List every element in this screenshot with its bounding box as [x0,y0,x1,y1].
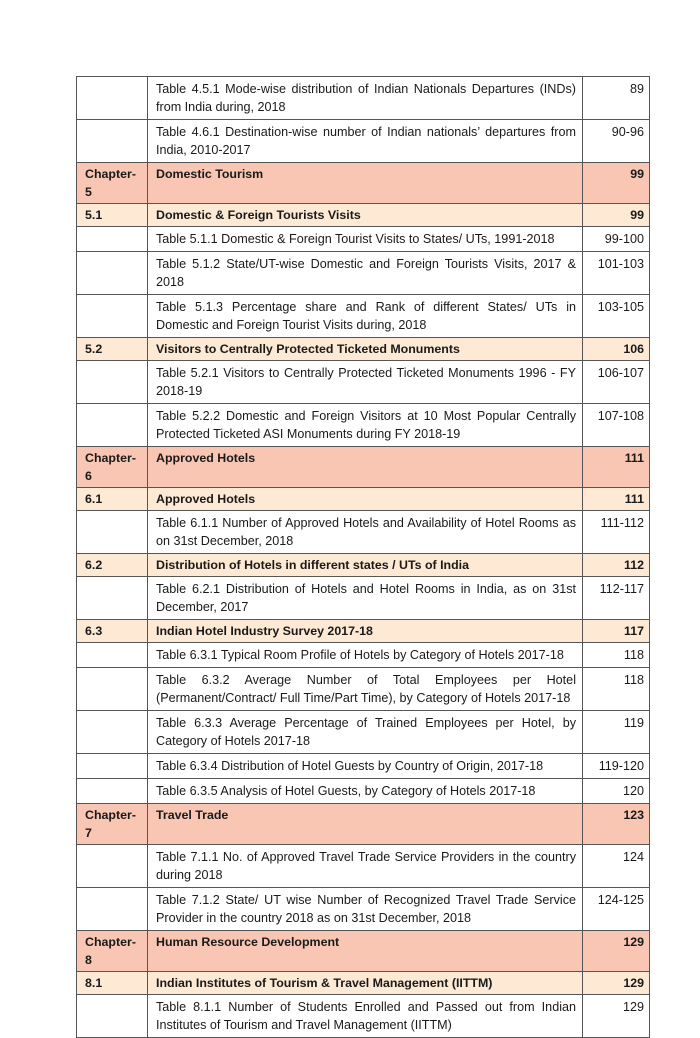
toc-number [77,511,148,554]
toc-title[interactable]: Table 6.3.2 Average Number of Total Employees per Hotel (Permanent/Contract/ Full Time/Part Time), by Category of Hotels 2017-18 [148,668,583,711]
toc-section-row[interactable] [77,204,650,227]
toc-section-row[interactable] [77,972,650,995]
toc-chapter-row[interactable] [77,163,650,204]
toc-table-entry-row[interactable] [77,711,650,754]
toc-title[interactable]: Table 6.3.4 Distribution of Hotel Guests by Country of Origin, 2017-18 [148,754,583,779]
toc-title[interactable]: Indian Institutes of Tourism & Travel Management (IITTM) [148,972,583,995]
toc-number: 5.2 [77,338,148,361]
toc-number: 5.1 [77,204,148,227]
toc-title[interactable]: Table 6.3.5 Analysis of Hotel Guests, by Category of Hotels 2017-18 [148,779,583,804]
toc-table-entry-row[interactable] [77,120,650,163]
toc-number [77,577,148,620]
toc-page-number[interactable]: 119 [583,711,650,754]
toc-title[interactable]: Table 5.2.1 Visitors to Centrally Protected Ticketed Monuments 1996 - FY 2018-19 [148,361,583,404]
toc-number [77,668,148,711]
toc-page-number[interactable]: 111 [583,447,650,488]
toc-page-number[interactable]: 120 [583,779,650,804]
toc-title[interactable]: Table 6.3.1 Typical Room Profile of Hotels by Category of Hotels 2017-18 [148,643,583,668]
toc-table-entry-row[interactable] [77,511,650,554]
toc-number [77,120,148,163]
toc-page-number[interactable]: 118 [583,643,650,668]
toc-page-number[interactable]: 112-117 [583,577,650,620]
toc-title[interactable]: Travel Trade [148,804,583,845]
toc-table-entry-row[interactable] [77,754,650,779]
toc-body [77,77,650,1038]
toc-number: Chapter-8 [77,931,148,972]
toc-table-entry-row[interactable] [77,668,650,711]
toc-page-number[interactable]: 90-96 [583,120,650,163]
toc-table-entry-row[interactable] [77,779,650,804]
toc-title[interactable]: Table 6.3.3 Average Percentage of Trained Employees per Hotel, by Category of Hotels 2017-18 [148,711,583,754]
toc-number [77,404,148,447]
toc-table-entry-row[interactable] [77,404,650,447]
toc-table-entry-row[interactable] [77,643,650,668]
toc-chapter-row[interactable] [77,931,650,972]
toc-page-number[interactable]: 101-103 [583,252,650,295]
toc-page-number[interactable]: 111 [583,488,650,511]
toc-number: Chapter-7 [77,804,148,845]
toc-page-number[interactable]: 129 [583,972,650,995]
toc-table-entry-row[interactable] [77,252,650,295]
toc-section-row[interactable] [77,338,650,361]
toc-page-number[interactable]: 119-120 [583,754,650,779]
toc-page-number[interactable]: 118 [583,668,650,711]
toc-title[interactable]: Table 4.6.1 Destination-wise number of Indian nationals’ departures from India, 2010-2017 [148,120,583,163]
toc-table-entry-row[interactable] [77,295,650,338]
toc-title[interactable]: Domestic & Foreign Tourists Visits [148,204,583,227]
toc-title[interactable]: Visitors to Centrally Protected Ticketed Monuments [148,338,583,361]
toc-chapter-row[interactable] [77,804,650,845]
toc-number [77,845,148,888]
toc-title[interactable]: Table 5.1.2 State/UT-wise Domestic and Foreign Tourists Visits, 2017 & 2018 [148,252,583,295]
toc-number: 6.2 [77,554,148,577]
toc-title[interactable]: Domestic Tourism [148,163,583,204]
toc-number [77,888,148,931]
toc-title[interactable]: Human Resource Development [148,931,583,972]
toc-number [77,995,148,1038]
toc-page-number[interactable]: 111-112 [583,511,650,554]
toc-number: 8.1 [77,972,148,995]
table-of-contents [76,76,650,1038]
toc-title[interactable]: Approved Hotels [148,447,583,488]
toc-title[interactable]: Table 7.1.1 No. of Approved Travel Trade Service Providers in the country during 2018 [148,845,583,888]
toc-table-entry-row[interactable] [77,577,650,620]
toc-number: 6.3 [77,620,148,643]
toc-title[interactable]: Table 8.1.1 Number of Students Enrolled and Passed out from Indian Institutes of Tourism and Travel Management (IITTM) [148,995,583,1038]
toc-table-entry-row[interactable] [77,845,650,888]
toc-number [77,779,148,804]
toc-page-number[interactable]: 129 [583,995,650,1038]
toc-number [77,252,148,295]
toc-number: Chapter-5 [77,163,148,204]
toc-table-entry-row[interactable] [77,995,650,1038]
toc-section-row[interactable] [77,620,650,643]
toc-page-number[interactable]: 106 [583,338,650,361]
toc-number: Chapter-6 [77,447,148,488]
toc-table-entry-row[interactable] [77,227,650,252]
toc-number [77,77,148,120]
toc-table-entry-row[interactable] [77,361,650,404]
toc-section-row[interactable] [77,488,650,511]
toc-table-entry-row[interactable] [77,77,650,120]
toc-section-row[interactable] [77,554,650,577]
toc-number [77,295,148,338]
toc-page-number[interactable]: 106-107 [583,361,650,404]
toc-page-number[interactable]: 124-125 [583,888,650,931]
toc-page-number[interactable]: 117 [583,620,650,643]
toc-number [77,643,148,668]
toc-table-entry-row[interactable] [77,888,650,931]
toc-page-number[interactable]: 103-105 [583,295,650,338]
toc-page-number[interactable]: 124 [583,845,650,888]
toc-number: 6.1 [77,488,148,511]
toc-title[interactable]: Table 5.1.1 Domestic & Foreign Tourist Visits to States/ UTs, 1991-2018 [148,227,583,252]
toc-title[interactable]: Table 6.2.1 Distribution of Hotels and Hotel Rooms in India, as on 31st December, 2017 [148,577,583,620]
toc-number [77,711,148,754]
toc-page-number[interactable]: 107-108 [583,404,650,447]
toc-title[interactable]: Distribution of Hotels in different states / UTs of India [148,554,583,577]
toc-number [77,754,148,779]
toc-page-number[interactable]: 99-100 [583,227,650,252]
toc-title[interactable]: Table 7.1.2 State/ UT wise Number of Recognized Travel Trade Service Provider in the country 2018 as on 31st December, 2018 [148,888,583,931]
toc-page-number[interactable]: 99 [583,204,650,227]
toc-title[interactable]: Approved Hotels [148,488,583,511]
toc-number [77,227,148,252]
toc-page-number[interactable]: 99 [583,163,650,204]
toc-page-number[interactable]: 123 [583,804,650,845]
toc-title[interactable]: Table 4.5.1 Mode-wise distribution of Indian Nationals Departures (INDs) from India during, 2018 [148,77,583,120]
toc-title[interactable]: Table 6.1.1 Number of Approved Hotels and Availability of Hotel Rooms as on 31st December, 2018 [148,511,583,554]
toc-page-number[interactable]: 129 [583,931,650,972]
toc-page-number[interactable]: 89 [583,77,650,120]
toc-chapter-row[interactable] [77,447,650,488]
toc-title[interactable]: Table 5.1.3 Percentage share and Rank of different States/ UTs in Domestic and Foreign Tourist Visits during, 2018 [148,295,583,338]
toc-page-number[interactable]: 112 [583,554,650,577]
toc-title[interactable]: Table 5.2.2 Domestic and Foreign Visitors at 10 Most Popular Centrally Protected Ticketed ASI Monuments during FY 2018-19 [148,404,583,447]
toc-title[interactable]: Indian Hotel Industry Survey 2017-18 [148,620,583,643]
toc-number [77,361,148,404]
